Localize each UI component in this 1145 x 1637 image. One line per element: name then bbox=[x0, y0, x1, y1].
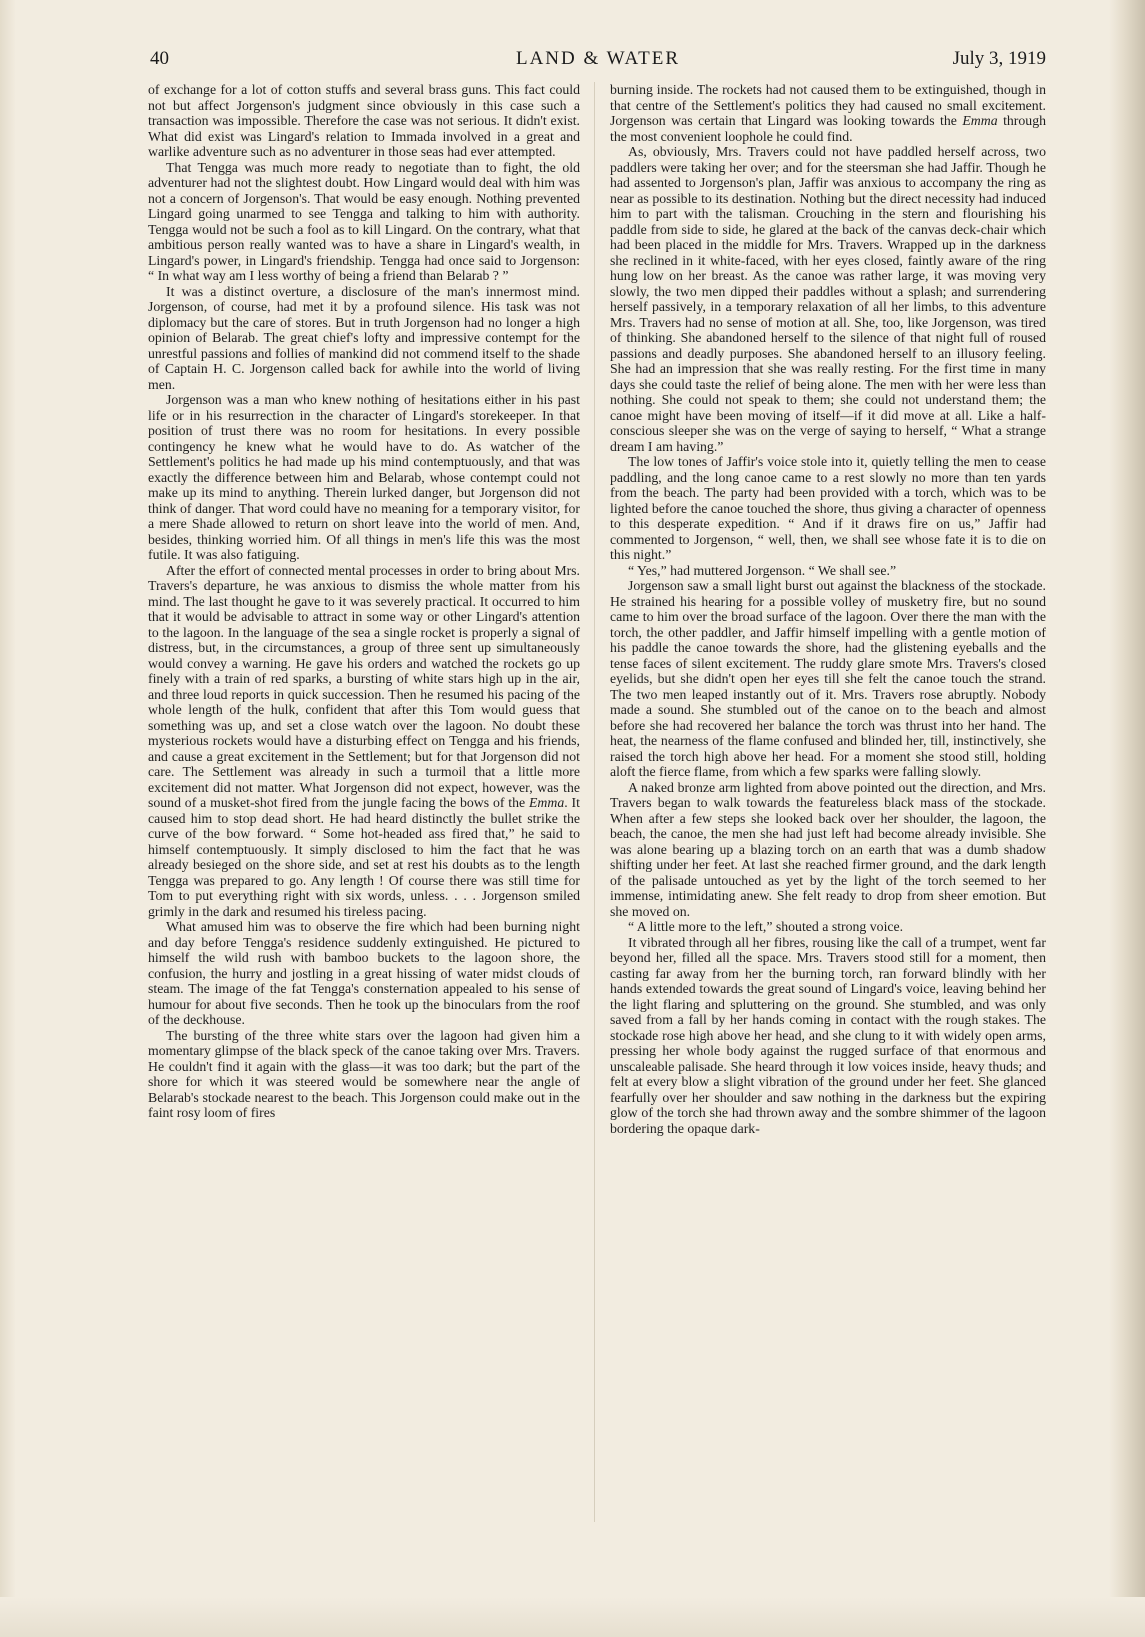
paragraph: “ A little more to the left,” shouted a strong voice. bbox=[628, 919, 904, 934]
paragraph: burning inside. The rockets had not caused them to be extinguished, though in that centre of the Settlement's politics they had caused no small excitement. Jorgenson was certain that Lingard was looking towards the Emma through the most convenient loophole he could find. bbox=[610, 82, 1046, 144]
ship-name: Emma bbox=[962, 113, 998, 128]
paragraph: Jorgenson was a man who knew nothing of hesitations either in his past life or in his resurrection in the character of Lingard's storekeeper. In that position of trust there was no room for hesitations. In every possible contingency he knew what he would have to do. As watcher of the Settlement's politics he had made up his mind contemptuously, and that was exactly the difference between him and Belarab, whose contempt could not make up its mind to anything. Therein lurked danger, but Jorgenson did not think of danger. That word could have no meaning for a temporary visitor, for a mere Shade allowed to return on short leave into the world of men. And, besides, thinking worried him. Of all things in men's life this was the most futile. It was also fatiguing. bbox=[148, 392, 580, 562]
paragraph: A naked bronze arm lighted from above pointed out the direction, and Mrs. Travers began to walk towards the featureless black mass of the stockade. When after a few steps she looked back over her shoulder, the lagoon, the beach, the canoe, the men she had just left had become already invisible. She was alone bearing up a blazing torch on an earth that was a dumb shadow shifting under her feet. At last she reached firmer ground, and the dark length of the palisade untouched as yet by the light of the torch seemed to her immense, intimidating anew. She felt ready to drop from sheer emotion. But she moved on. bbox=[610, 779, 1046, 919]
column-divider bbox=[594, 82, 595, 1522]
paragraph: That Tengga was much more ready to negotiate than to fight, the old adventurer had not the slightest doubt. How Lingard would deal with him was not a concern of Jorgenson's. That would be easy enough. Nothing prevented Lingard going unarmed to see Tengga and talking to him with authority. Tengga would not be such a fool as to kill Lingard. On the contrary, what that ambitious person really wanted was to have a share in Lingard's wealth, in Lingard's power, in Lingard's friendship. Tengga had once said to Jorgenson: “ In what way am I less worthy of being a friend than Belarab ? ” bbox=[148, 159, 580, 283]
paragraph: of exchange for a lot of cotton stuffs and several brass guns. This fact could not but affect Jorgenson's judgment since obviously in this case such a transaction was impossible. Therefore the case was not serious. It didn't exist. What did exist was Lingard's relation to Immada involved in a great and warlike adventure such as no adventurer in those seas had ever attempted. bbox=[148, 82, 580, 159]
left-column bbox=[148, 82, 580, 1532]
paragraph: It was a distinct overture, a disclosure of the man's innermost mind. Jorgenson, of course, had met it by a profound silence. His task was not diplomacy but the care of stores. But in truth Jorgenson had no longer a high opinion of Belarab. The great chief's lofty and impressive contempt for the unrestful passions and follies of mankind did not commend itself to the shade of Captain H. C. Jorgenson called back for awhile into the world of living men. bbox=[148, 283, 580, 392]
issue-date: July 3, 1919 bbox=[952, 48, 1046, 69]
page-bottom-shadow bbox=[0, 1597, 1145, 1637]
paragraph: As, obviously, Mrs. Travers could not have paddled herself across, two paddlers were taking her over; and for the steersman she had Jaffir. Though he had assented to Jorgenson's plan, Jaffir was anxious to accompany the ring as near as possible to its destination. Nothing but the direct necessity had induced him to part with the talisman. Crouching in the stern and flourishing his paddle from side to side, he glared at the back of the canvas deck-chair which had been placed in the middle for Mrs. Travers. Wrapped up in the darkness she reclined in it white-faced, with her eyes closed, faintly aware of the ring hung low on her breast. As the canoe was rather large, it was moving very slowly, the two men dipped their paddles without a splash; and surrendering herself passively, in a temporary relaxation of all her limbs, to this adventure Mrs. Travers had no sense of motion at all. She, too, like Jorgenson, was tired of thinking. She abandoned herself to the silence of that night full of roused passions and deadly purposes. She abandoned herself to an illusory feeling. She had an impression that she was really resting. For the first time in many days she could taste the relief of being alone. The men with her were less than nothing. She could not speak to them; she could not understand them; the canoe might have been moving of itself—if it did move at all. Like a half-conscious sleeper she was on the verge of saying to herself, “ What a strange dream I am having.” bbox=[610, 144, 1046, 454]
page-number: 40 bbox=[150, 48, 169, 69]
right-column bbox=[610, 82, 1046, 1532]
paragraph: It vibrated through all her fibres, rousing like the call of a trumpet, went far beyond her, filled all the space. Mrs. Travers stood still for a moment, then casting far away from her the burning torch, ran forward blindly with her hands extended towards the great sound of Lingard's voice, leaving behind her the light flaring and spluttering on the ground. She stumbled, and was only saved from a fall by her hands coming in contact with the rough stakes. The stockade rose high above her head, and she clung to it with widely open arms, pressing her whole body against the rugged surface of that enormous and unscaleable palisade. She heard through it low voices inside, heavy thuds; and felt at every blow a slight vibration of the ground under her feet. She glanced fearfully over her shoulder and saw nothing in the darkness but the expiring glow of the torch she had thrown away and the sombre shimmer of the lagoon bordering the opaque dark- bbox=[610, 934, 1046, 1136]
page-left-edge bbox=[0, 0, 16, 1637]
paragraph: “ Yes,” had muttered Jorgenson. “ We shall see.” bbox=[628, 562, 897, 578]
page-binding-shadow bbox=[1109, 0, 1145, 1637]
ship-name: Emma bbox=[529, 795, 565, 810]
paragraph: What amused him was to observe the fire which had been burning night and day before Tengga's residence suddenly extinguished. He pictured to himself the wild rush with bamboo buckets to the lagoon shore, the confusion, the hurry and jostling in a great hissing of water midst clouds of steam. The image of the fat Tengga's consternation appealed to his sense of humour for about five seconds. Then he took up the binoculars from the roof of the deckhouse. bbox=[148, 919, 580, 1027]
paragraph: The low tones of Jaffir's voice stole into it, quietly telling the men to cease paddling, and the long canoe came to a rest slowly no more than ten yards from the beach. The party had been provided with a torch, which was to be lighted before the canoe touched the shore, thus giving a character of openness to this desperate expedition. “ And if it draws fire on us,” Jaffir had commented to Jorgenson, “ well, then, we shall see whose fate it is to die on this night.” bbox=[610, 454, 1046, 562]
paragraph: After the effort of connected mental processes in order to bring about Mrs. Travers's departure, he was anxious to dismiss the whole matter from his mind. The last thought he gave to it was severely practical. It occurred to him that it would be advisable to attract in some way or other Lingard's attention to the lagoon. In the language of the sea a single rocket is properly a signal of distress, but, in the circumstances, a group of three sent up simultaneously would convey a warning. He gave his orders and watched the rockets go up finely with a train of red sparks, a bursting of white stars high up in the air, and three loud reports in quick succession. Then he resumed his pacing of the whole length of the hulk, confident that after this Tom would guess that something was up, and set a close watch over the lagoon. No doubt these mysterious rockets would have a disturbing effect on Tengga and his friends, and cause a great excitement in the Settlement; but for that Jorgenson did not care. The Settlement was already in such a turmoil that a little more excitement did not matter. What Jorgenson did not expect, however, was the sound of a musket-shot fired from the jungle facing the bows of the Emma. It caused him to stop dead short. He had heard distinctly the bullet strike the curve of the bow forward. “ Some hot-headed ass fired that,” he said to himself contemptuously. It simply disclosed to him the fact that he was already besieged on the shore side, and set at rest his doubts as to the length Tengga was prepared to go. Any length ! Of course there was still time for Tom to put everything right with six words, unless. . . . Jorgenson smiled grimly in the dark and resumed his tireless pacing. bbox=[148, 562, 580, 919]
paragraph: The bursting of the three white stars over the lagoon had given him a momentary glimpse of the black speck of the canoe taking over Mrs. Travers. He couldn't find it again with the glass—it was too dark; but the part of the shore for which it was steered would be somewhere near the angle of Belarab's stockade nearest to the beach. This Jorgenson could make out in the faint rosy loom of fires bbox=[148, 1027, 580, 1120]
paragraph: Jorgenson saw a small light burst out against the blackness of the stockade. He strained his hearing for a possible volley of musketry fire, but no sound came to him over the broad surface of the lagoon. Over there the man with the torch, the other paddler, and Jaffir himself impelling with a gentle motion of his paddle the canoe towards the shore, had the glistening eyeballs and the tense faces of silent excitement. The ruddy glare smote Mrs. Travers's closed eyelids, but she didn't open her eyes till she felt the canoe touch the strand. The two men leaped instantly out of it. Mrs. Travers rose abruptly. Nobody made a sound. She stumbled out of the canoe on to the beach and almost before she had recovered her balance the torch was thrust into her hand. The heat, the nearness of the flame confused and blinded her, till, instinctively, she raised the torch high above her head. For a moment she stood still, holding aloft the fierce flame, from which a few sparks were falling slowly. bbox=[610, 578, 1046, 779]
masthead: LAND & WATER bbox=[515, 48, 681, 69]
page-header bbox=[150, 48, 1046, 80]
